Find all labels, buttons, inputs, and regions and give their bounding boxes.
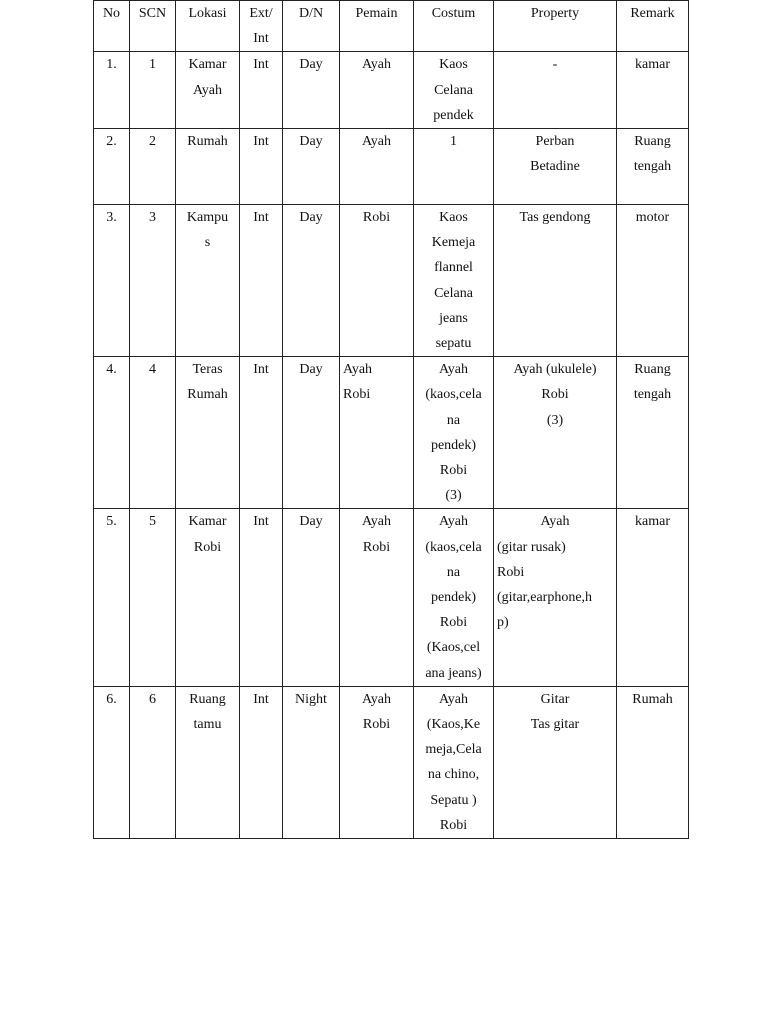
cell-line: Rumah [187, 134, 228, 150]
cell-line: Day [299, 362, 323, 378]
cell-no [94, 129, 130, 205]
cell-line: Ayah [361, 514, 392, 530]
header-costum [414, 1, 494, 52]
cell-line: Pemain [355, 6, 398, 21]
cell-line: Ayah (ukulele) [513, 362, 597, 378]
cell-lokasi [176, 509, 240, 686]
cell-dn [283, 357, 340, 509]
cell-line: Perban [535, 134, 575, 150]
cell-line: s [204, 235, 211, 251]
cell-line: (Kaos,Ke [426, 717, 481, 733]
cell-pemain [340, 509, 414, 686]
cell-pemain [340, 357, 414, 509]
cell-line: Costum [431, 6, 476, 21]
cell-line: Tas gendong [519, 210, 591, 226]
table-row [94, 686, 689, 838]
cell-line: 6. [106, 691, 117, 707]
cell-extint [240, 52, 283, 129]
cell-extint [240, 129, 283, 205]
cell-line: (3) [546, 412, 564, 428]
cell-extint [240, 357, 283, 509]
cell-costum [414, 205, 494, 357]
cell-costum [414, 686, 494, 838]
cell-line: Ext/ [249, 6, 273, 21]
table-row [94, 509, 689, 686]
header-extint [240, 1, 283, 52]
cell-line: 1 [149, 57, 156, 73]
cell-remark [617, 509, 689, 686]
cell-remark [617, 205, 689, 357]
cell-line: D/N [298, 6, 324, 21]
cell-line: 2. [106, 134, 117, 150]
table-row [94, 129, 689, 205]
cell-line: Ayah [540, 514, 570, 530]
cell-extint [240, 686, 283, 838]
cell-line: - [552, 57, 558, 73]
cell-extint [240, 509, 283, 686]
cell-scn [130, 357, 176, 509]
header-no [94, 1, 130, 52]
header-lokasi [176, 1, 240, 52]
cell-lokasi [176, 357, 240, 509]
cell-no [94, 205, 130, 357]
cell-line: Sepatu ) [430, 792, 477, 808]
cell-line: 6 [149, 691, 156, 707]
cell-lokasi [176, 205, 240, 357]
cell-line: Robi [193, 539, 222, 555]
cell-line: pendek) [430, 590, 477, 606]
cell-line: Kamar [188, 57, 227, 73]
cell-line: Robi [497, 564, 525, 580]
cell-remark [617, 129, 689, 205]
cell-pemain [340, 205, 414, 357]
cell-line: ana jeans) [425, 665, 482, 681]
cell-line: kamar [635, 514, 670, 530]
cell-line: kamar [635, 57, 670, 73]
cell-line: Rumah [187, 387, 228, 403]
cell-lokasi [176, 129, 240, 205]
cell-line: Night [295, 691, 327, 707]
cell-line: Kampu [186, 210, 229, 226]
cell-line: (gitar,earphone,h [497, 590, 593, 606]
cell-line: Ayah [361, 57, 392, 73]
cell-line: tengah [633, 159, 672, 175]
cell-costum [414, 509, 494, 686]
cell-line: Ayah [343, 362, 373, 378]
cell-line: Property [530, 6, 580, 21]
cell-line: 4. [106, 362, 117, 378]
table-row [94, 52, 689, 129]
cell-line: 2 [149, 134, 156, 150]
cell-no [94, 357, 130, 509]
cell-line: meja,Cela [425, 742, 482, 758]
cell-line: Int [253, 362, 269, 378]
cell-remark [617, 686, 689, 838]
cell-line: Betadine [530, 159, 580, 175]
scene-breakdown-table [93, 0, 689, 839]
cell-line: pendek [433, 107, 474, 123]
cell-line: Robi [362, 717, 391, 733]
cell-line: Ruang [189, 691, 226, 707]
cell-line: Kamar [188, 514, 227, 530]
cell-line: 1 [450, 134, 457, 150]
cell-line: Int [253, 691, 269, 707]
cell-line: tamu [193, 717, 222, 733]
cell-line: Gitar [540, 691, 570, 707]
cell-property [494, 205, 617, 357]
cell-pemain [340, 52, 414, 129]
cell-dn [283, 52, 340, 129]
cell-line: Ayah [361, 134, 392, 150]
cell-line: tengah [633, 387, 672, 403]
cell-line: Robi [541, 387, 569, 403]
cell-line: Robi [362, 539, 391, 555]
cell-line: na [446, 412, 461, 428]
cell-line: Ayah [361, 691, 392, 707]
cell-line: Int [253, 57, 269, 73]
cell-extint [240, 205, 283, 357]
cell-line: Kaos [439, 57, 468, 73]
cell-scn [130, 129, 176, 205]
cell-pemain [340, 686, 414, 838]
cell-line: (gitar rusak) [497, 539, 566, 555]
cell-line: motor [635, 210, 670, 226]
cell-line: Celana [434, 285, 473, 301]
cell-line: flannel [434, 260, 473, 276]
cell-line: SCN [138, 6, 167, 21]
header-property [494, 1, 617, 52]
cell-remark [617, 52, 689, 129]
cell-property [494, 52, 617, 129]
cell-scn [130, 52, 176, 129]
cell-line: Robi [439, 817, 468, 833]
cell-no [94, 509, 130, 686]
cell-line: Int [253, 514, 269, 530]
cell-line: No [102, 6, 121, 21]
cell-line: na chino, [427, 767, 480, 783]
cell-line: Robi [439, 615, 468, 631]
cell-property [494, 509, 617, 686]
cell-no [94, 686, 130, 838]
cell-line: Kaos [439, 210, 468, 226]
cell-line: Lokasi [188, 6, 227, 21]
cell-property [494, 357, 617, 509]
cell-costum [414, 129, 494, 205]
cell-line: Ayah [192, 82, 223, 98]
cell-dn [283, 205, 340, 357]
cell-line: sepatu [435, 336, 472, 352]
cell-line: Int [253, 210, 269, 226]
cell-line: 5. [106, 514, 117, 530]
cell-pemain [340, 129, 414, 205]
cell-scn [130, 686, 176, 838]
cell-line: Ayah [438, 691, 469, 707]
cell-line: Robi [439, 463, 468, 479]
cell-line: (3) [445, 488, 462, 504]
cell-line: Robi [343, 387, 371, 403]
cell-line: Day [299, 57, 323, 73]
cell-line: 5 [149, 514, 156, 530]
cell-line: Robi [362, 210, 391, 226]
cell-line: Tas gitar [530, 717, 580, 733]
cell-line: 3. [106, 210, 117, 226]
cell-line: (kaos,cela [425, 387, 482, 403]
cell-costum [414, 52, 494, 129]
cell-line: Kemeja [431, 235, 476, 251]
cell-line: (Kaos,cel [426, 640, 481, 656]
cell-lokasi [176, 686, 240, 838]
cell-costum [414, 357, 494, 509]
cell-property [494, 129, 617, 205]
header-dn [283, 1, 340, 52]
cell-line: Ayah [438, 514, 469, 530]
cell-line: Ruang [634, 134, 671, 150]
cell-line: jeans [439, 310, 468, 326]
cell-line: (kaos,cela [425, 539, 482, 555]
cell-line: Day [299, 514, 323, 530]
cell-dn [283, 129, 340, 205]
cell-scn [130, 205, 176, 357]
cell-line: Rumah [632, 691, 673, 707]
cell-line: pendek) [430, 437, 477, 453]
cell-dn [283, 686, 340, 838]
cell-no [94, 52, 130, 129]
cell-line: 4 [149, 362, 156, 378]
cell-dn [283, 509, 340, 686]
header-row [94, 1, 689, 52]
cell-line: 1. [106, 57, 117, 73]
cell-line: Ayah [438, 362, 469, 378]
cell-line: Ruang [634, 362, 671, 378]
cell-line: Remark [630, 6, 675, 21]
cell-line: Int [253, 134, 269, 150]
cell-remark [617, 357, 689, 509]
cell-line: Day [299, 210, 323, 226]
table-row [94, 357, 689, 509]
cell-scn [130, 509, 176, 686]
cell-line: Int [253, 31, 269, 47]
cell-line: Celana [434, 82, 473, 98]
cell-line: 3 [149, 210, 156, 226]
header-remark [617, 1, 689, 52]
cell-line: p) [497, 615, 509, 631]
table-row [94, 205, 689, 357]
cell-line: Teras [192, 362, 223, 378]
cell-line: na [446, 564, 461, 580]
cell-line: Day [299, 134, 323, 150]
header-scn [130, 1, 176, 52]
cell-lokasi [176, 52, 240, 129]
header-pemain [340, 1, 414, 52]
cell-property [494, 686, 617, 838]
